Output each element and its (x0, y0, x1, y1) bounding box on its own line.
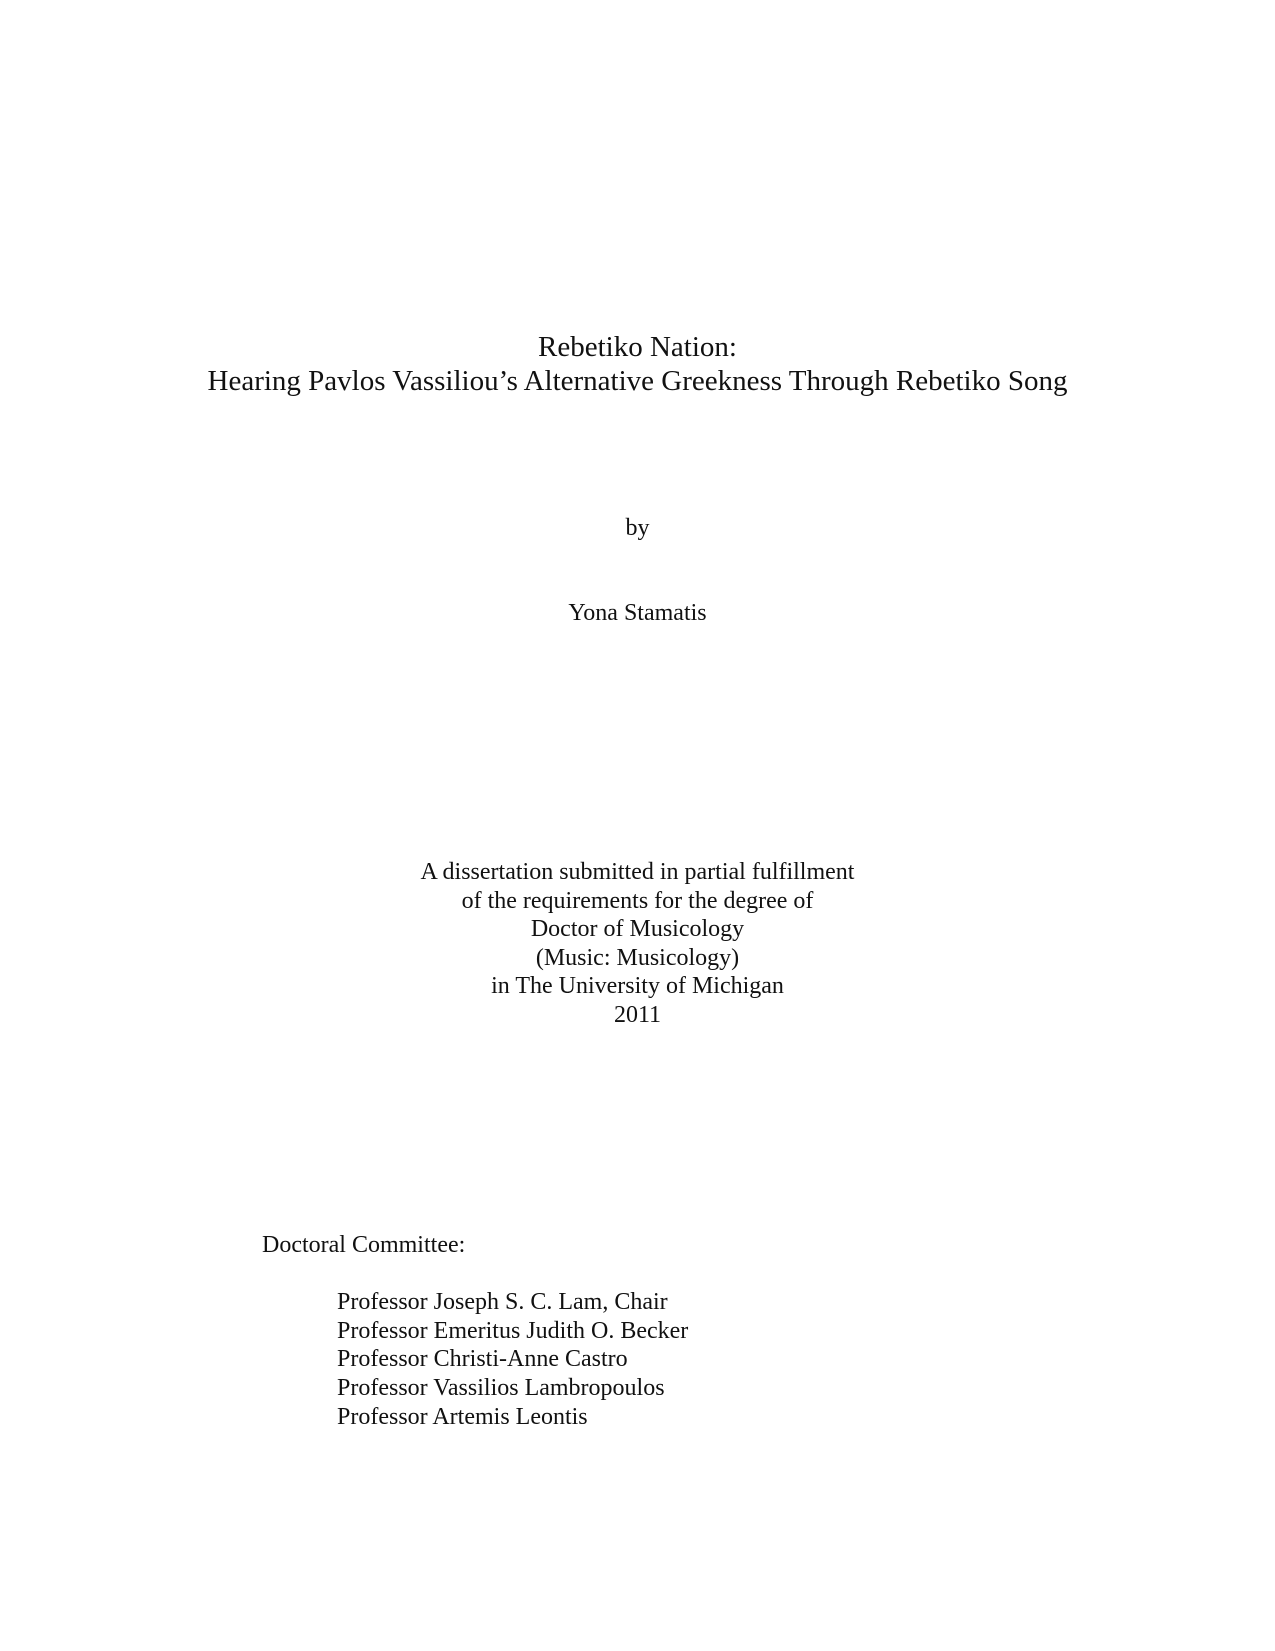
committee-heading: Doctoral Committee: (262, 1232, 466, 1258)
committee-member: Professor Emeritus Judith O. Becker (337, 1317, 689, 1344)
statement-line: of the requirements for the degree of (461, 887, 814, 914)
statement-line: Doctor of Musicology (530, 916, 745, 943)
statement-line: (Music: Musicology) (535, 944, 740, 971)
title-line-subtitle: Hearing Pavlos Vassiliou’s Alternative Greekness Through Rebetiko Song (207, 365, 1068, 397)
by-label: by (625, 515, 650, 541)
committee-member: Professor Artemis Leontis (337, 1403, 588, 1430)
author-name: Yona Stamatis (568, 600, 707, 626)
committee-member: Professor Vassilios Lambropoulos (337, 1375, 665, 1402)
committee-member-chair: Professor Joseph S. C. Lam, Chair (337, 1289, 668, 1315)
statement-line: A dissertation submitted in partial fulfillment (420, 859, 855, 885)
statement-year: 2011 (613, 1001, 662, 1028)
statement-line: in The University of Michigan (491, 973, 784, 1000)
committee-member: Professor Christi-Anne Castro (337, 1346, 628, 1373)
title-line-main: Rebetiko Nation: (538, 331, 737, 363)
committee-member-list (337, 1288, 688, 1432)
dissertation-title (0, 330, 1275, 398)
degree-statement (0, 858, 1275, 1030)
